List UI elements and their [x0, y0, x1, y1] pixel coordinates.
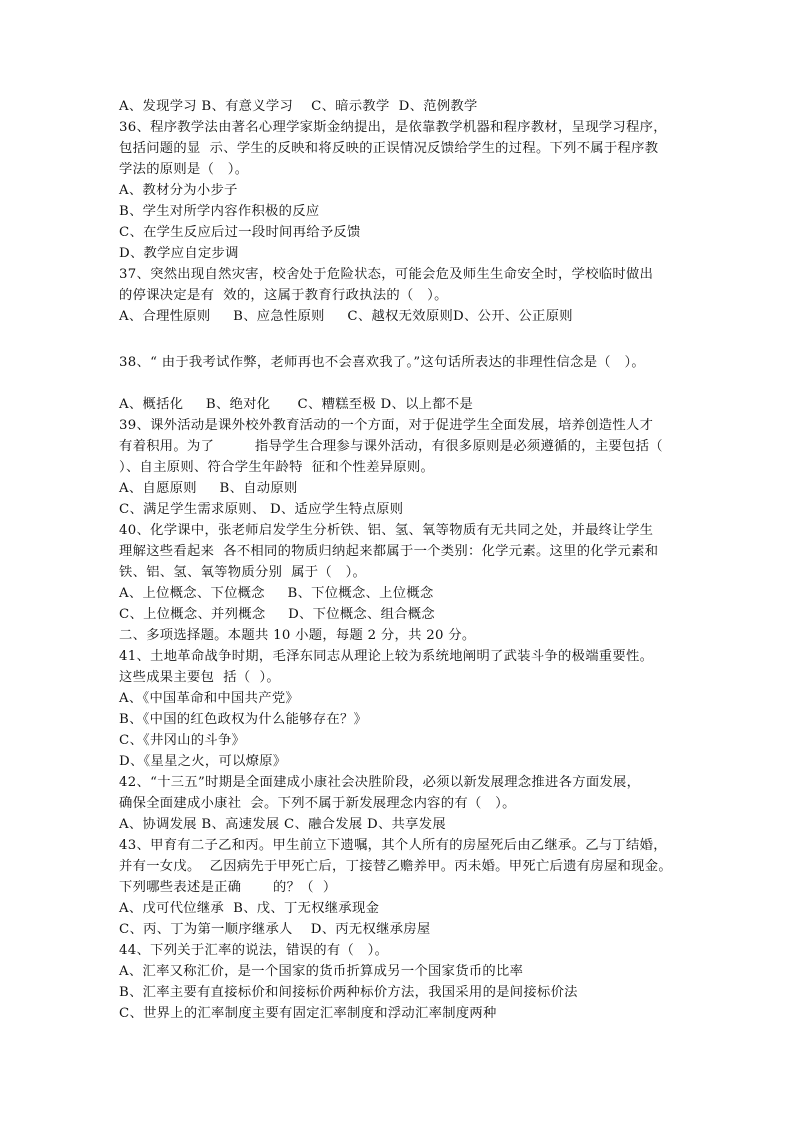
- q43-stem-line-3: 下列哪些表述是正确 的？（ ）: [119, 880, 337, 895]
- q41-option-a: A、《中国革命和中国共产党》: [119, 691, 300, 706]
- q36-stem-line-2: 包括问题的显 示、学生的反映和将反映的正误情况反馈给学生的过程。下列不属于程序教: [119, 141, 659, 156]
- q42-options: A、协调发展 B、高速发展 C、融合发展 D、共享发展: [119, 817, 446, 832]
- q38-stem: 38、“ 由于我考试作弊，老师再也不会喜欢我了。”这句话所表达的非理性信念是（ ）。: [119, 355, 646, 370]
- blank-line: [119, 327, 694, 348]
- q40-stem-line-2: 理解这些看起来 各不相同的物质归纳起来都属于一个类别：化学元素。这里的化学元素和: [119, 544, 659, 559]
- q39-options-ab: A、自愿原则 B、自动原则: [119, 481, 298, 496]
- q42-stem-line-2: 确保全面建成小康社 会。下列不属于新发展理念内容的有（ ）。: [119, 796, 516, 811]
- q43-stem-line-1: 43、甲育有二子乙和丙。甲生前立下遗嘱，其个人所有的房屋死后由乙继承。乙与丁结婚，: [119, 838, 667, 853]
- q35-options: A、发现学习 B、有意义学习 C、暗示教学 D、范例教学: [119, 99, 478, 114]
- q37-stem-line-1: 37、突然出现自然灾害，校舍处于危险状态，可能会危及师生生命安全时，学校临时做出: [119, 267, 654, 282]
- q39-stem-line-2: 有着积用。为了 指导学生合理参与课外活动，有很多原则是必须遵循的，主要包括（: [119, 439, 663, 454]
- q40-stem-line-3: 铁、铝、氢、氧等物质分别 属于（ ）。: [119, 565, 367, 580]
- q36-stem-line-1: 36、程序教学法由著名心理学家斯金纳提出，是依靠教学机器和程序教材，呈现学习程序，: [119, 120, 667, 135]
- q41-option-c: C、《井冈山的斗争》: [119, 733, 246, 748]
- q40-options-ab: A、上位概念、下位概念 B、下位概念、上位概念: [119, 586, 434, 601]
- q36-option-d: D、教学应自定步调: [119, 246, 239, 261]
- q41-stem-line-2: 这些成果主要包 括（ ）。: [119, 670, 281, 685]
- q44-option-b: B、汇率主要有直接标价和间接标价两种标价方法，我国采用的是间接标价法: [119, 985, 578, 1000]
- q44-option-c: C、世界上的汇率制度主要有固定汇率制度和浮动汇率制度两种: [119, 1006, 497, 1021]
- q36-option-b: B、学生对所学内容作积极的反应: [119, 204, 320, 219]
- q37-options: A、合理性原则 B、应急性原则 C、越权无效原则D、公开、公正原则: [119, 309, 573, 324]
- q40-options-cd: C、上位概念、并列概念 D、下位概念、组合概念: [119, 607, 436, 622]
- q41-option-d: D、《星星之火，可以燎原》: [119, 754, 287, 769]
- q37-stem-line-2: 的停课决定是有 效的，这属于教育行政执法的（ ）。: [119, 288, 448, 303]
- q43-options-cd: C、丙、丁为第一顺序继承人 D、丙无权继承房屋: [119, 922, 431, 937]
- q39-stem-line-3: ）、自主原则、符合学生年龄特 征和个性差异原则。: [119, 460, 435, 475]
- q36-option-c: C、在学生反应后过一段时间再给予反馈: [119, 225, 361, 240]
- q43-options-ab: A、戊可代位继承 B、戊、丁无权继承现金: [119, 901, 380, 916]
- q40-stem-line-1: 40、化学课中，张老师启发学生分析铁、铝、氢、氧等物质有无共同之处，并最终让学生: [119, 523, 654, 538]
- q41-option-b: B、《中国的红色政权为什么能够存在？》: [119, 712, 368, 727]
- section-heading-multiple-choice: 二、多项选择题。本题共 10 小题，每题 2 分，共 20 分。: [119, 628, 476, 643]
- document-page: [119, 96, 694, 1024]
- q36-option-a: A、教材分为小步子: [119, 183, 238, 198]
- q36-stem-line-3: 学法的原则是（ ）。: [119, 162, 249, 177]
- q39-options-cd: C、满足学生需求原则、 D、适应学生特点原则: [119, 502, 404, 517]
- q41-stem-line-1: 41、土地革命战争时期，毛泽东同志从理论上较为系统地阐明了武装斗争的极端重要性。: [119, 649, 654, 664]
- q43-stem-line-2: 并有一女戊。 乙因病先于甲死亡后，丁接替乙赡养甲。丙未婚。甲死亡后遗有房屋和现金。: [119, 859, 672, 874]
- q44-stem: 44、下列关于汇率的说法，错误的有（ ）。: [119, 943, 389, 958]
- q39-stem-line-1: 39、课外活动是课外校外教育活动的一个方面，对于促进学生全面发展，培养创造性人才: [119, 418, 654, 433]
- q38-options: A、概括化 B、绝对化 C、糟糕至极 D、以上都不是: [119, 397, 474, 412]
- q42-stem-line-1: 42、“十三五”时期是全面建成小康社会决胜阶段，必须以新发展理念推进各方面发展，: [119, 775, 641, 790]
- q44-option-a: A、汇率又称汇价，是一个国家的货币折算成另一个国家货币的比率: [119, 964, 524, 979]
- blank-line: [119, 373, 694, 394]
